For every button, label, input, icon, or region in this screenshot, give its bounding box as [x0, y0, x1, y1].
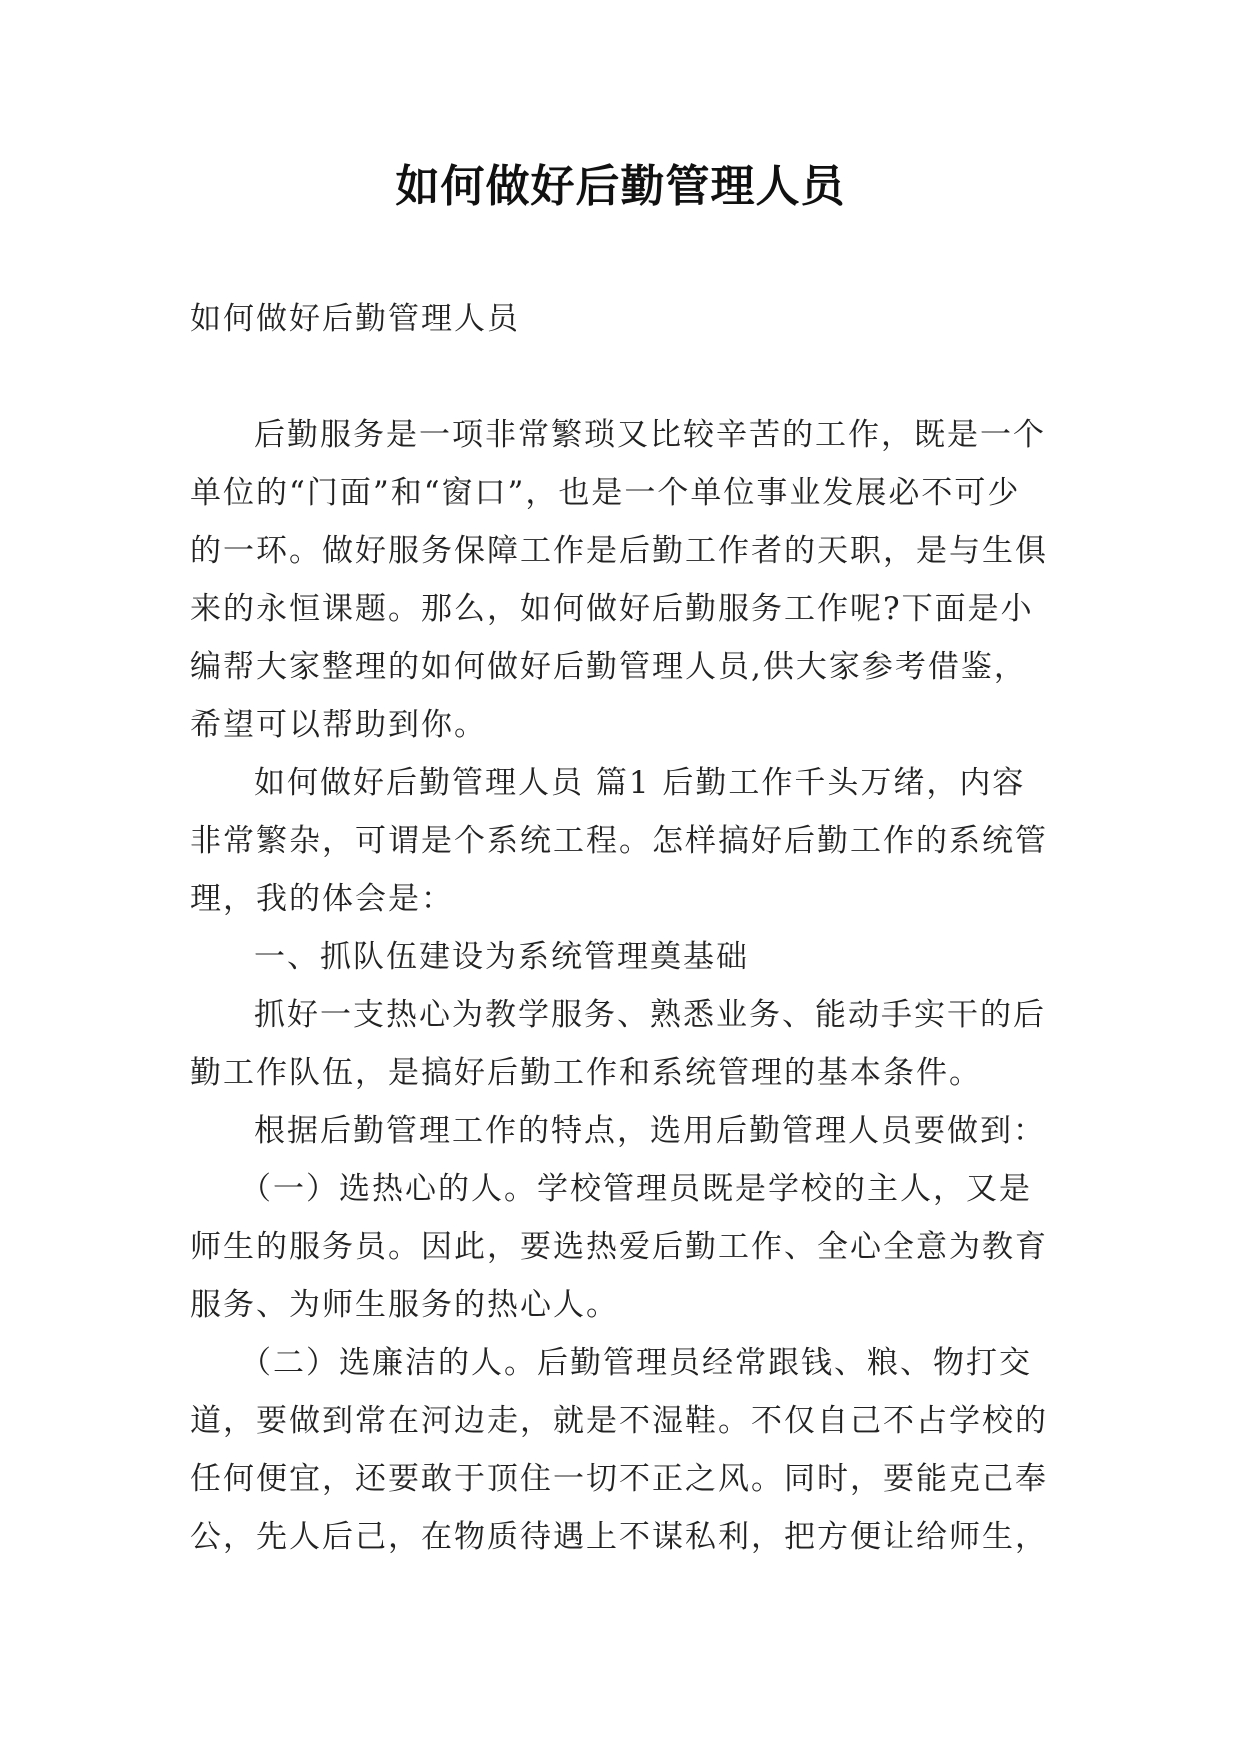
document-subtitle: 如何做好后勤管理人员: [190, 301, 520, 337]
paragraph-section-1: 如何做好后勤管理人员 篇1 后勤工作千头万绪，内容非常繁杂，可谓是个系统工程。怎样搞好后勤工作的系统管理，我的体会是：: [190, 765, 1048, 917]
document-body: [190, 406, 1050, 1566]
heading-section-1: 一、抓队伍建设为系统管理奠基础: [254, 939, 749, 975]
document-title: 如何做好后勤管理人员: [395, 161, 846, 212]
paragraph-team: 抓好一支热心为教学服务、熟悉业务、能动手实干的后勤工作队伍，是搞好后勤工作和系统管理的基本条件。: [190, 997, 1046, 1091]
paragraph-criterion-2: （二）选廉洁的人。后勤管理员经常跟钱、粮、物打交道，要做到常在河边走，就是不湿鞋。不仅自己不占学校的任何便宜，还要敢于顶住一切不正之风。同时，要能克己奉公，先人后己，在物质待遇上不谋私利，把方便让给师生，: [190, 1345, 1048, 1555]
paragraph-criteria: 根据后勤管理工作的特点，选用后勤管理人员要做到：: [254, 1113, 1046, 1149]
paragraph-criterion-1: （一）选热心的人。学校管理员既是学校的主人，又是师生的服务员。因此，要选热爱后勤工作、全心全意为教育服务、为师生服务的热心人。: [190, 1171, 1048, 1323]
paragraph-intro: 后勤服务是一项非常繁琐又比较辛苦的工作，既是一个单位的“门面”和“窗口”，也是一个单位事业发展必不可少的一环。做好服务保障工作是后勤工作者的天职，是与生俱来的永恒课题。那么，如何做好后勤服务工作呢?下面是小编帮大家整理的如何做好后勤管理人员,供大家参考借鉴，希望可以帮助到你。: [190, 417, 1048, 743]
